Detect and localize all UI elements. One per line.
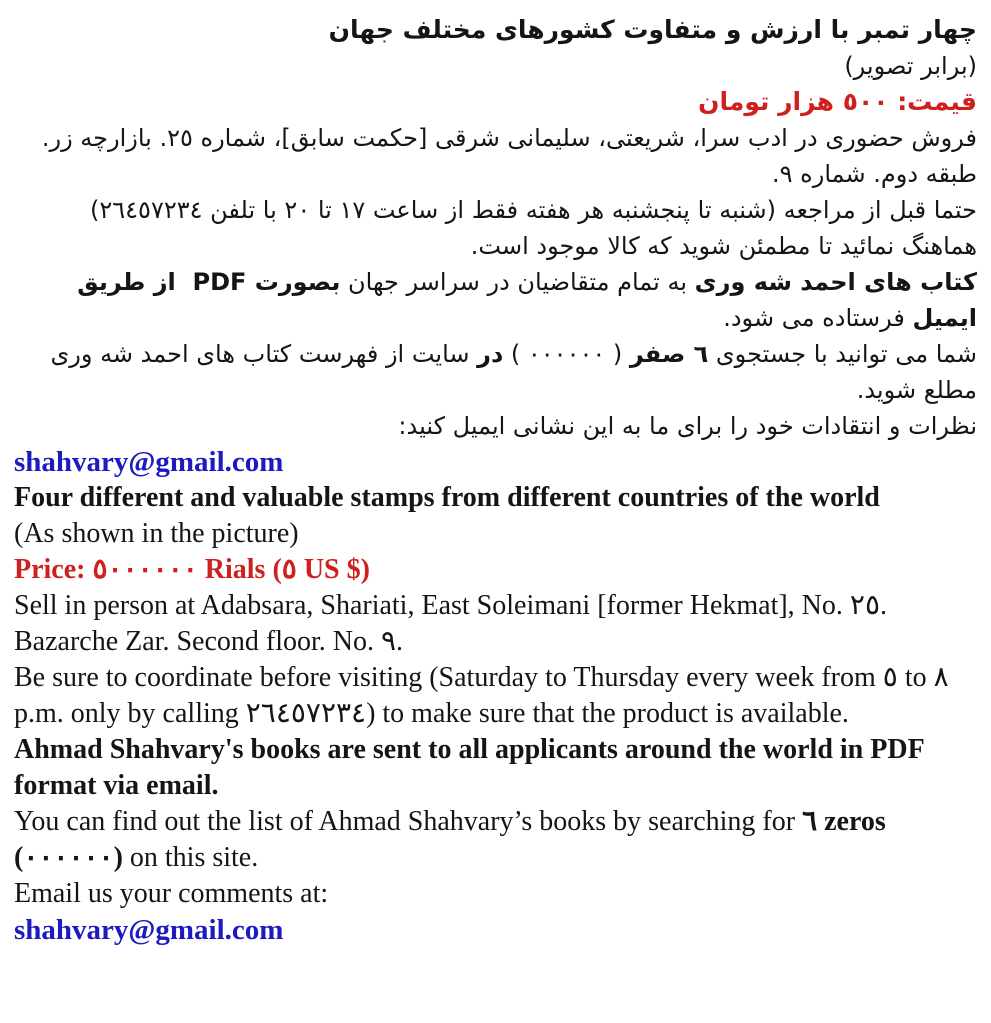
en-headline: Four different and valuable stamps from different countries of the world	[14, 482, 880, 513]
fa-visit-note: حتما قبل از مراجعه (شنبه تا پنجشنبه هر هفته فقط از ساعت ١٧ تا ٢٠ با تلفن ٢٦٤٥٧٢٣٤) هماهنگ نمائید تا مطمئن شوید که کالا موجود است.	[90, 196, 977, 260]
en-search-lead: You can find out the list of Ahmad Shahvary’s books by searching for	[14, 806, 803, 837]
fa-books-note	[14, 264, 977, 336]
email-link-top[interactable]: shahvary@gmail.com	[14, 446, 284, 478]
en-visit-note: Be sure to coordinate before visiting (Saturday to Thursday every week from ٥ to ٨ p.m. only by calling ٢٦٤٥٧٢٣٤) to make sure that the product is available.	[14, 662, 949, 729]
email-link-bottom[interactable]: shahvary@gmail.com	[14, 914, 284, 946]
fa-books-author-bold: کتاب های احمد شه وری	[694, 268, 977, 296]
fa-search-lead: شما می توانید با جستجوی	[708, 340, 977, 368]
fa-as-picture: (برابر تصویر)	[844, 52, 977, 80]
fa-books-format-bold: بصورت PDF	[192, 268, 341, 296]
fa-search-dar-bold: در	[477, 340, 504, 368]
en-search-rest: on this site.	[122, 842, 259, 873]
en-sell-note: Sell in person at Adabsara, Shariati, East Soleimani [former Hekmat], No. ٢٥. Bazarche Zar. Second floor. No. ٩.	[14, 590, 887, 657]
fa-search-rest: سایت از فهرست کتاب های احمد شه وری مطلع شوید.	[50, 340, 977, 404]
fa-title: چهار تمبر با ارزش و متفاوت کشورهای مختلف جهان	[328, 15, 977, 44]
fa-address: فروش حضوری در ادب سرا، شریعتی، سلیمانی شرقی [حکمت سابق]، شماره ٢٥. بازارچه زر. طبقه دوم. شماره ٩.	[41, 124, 977, 188]
fa-books-via-bold: از طریق ایمیل	[77, 268, 977, 332]
fa-books-sent: فرستاده می شود.	[723, 304, 913, 332]
fa-search-six-zeros-bold: ٦ صفر	[629, 340, 709, 368]
fa-books-mid: به تمام متقاضیان در سراسر جهان	[340, 268, 695, 296]
en-as-picture: (As shown in the picture)	[14, 518, 299, 549]
en-books-note: Ahmad Shahvary's books are sent to all applicants around the world in PDF format via email.	[14, 734, 924, 801]
fa-price: قیمت: ٥٠٠ هزار تومان	[698, 87, 977, 116]
en-price: Price: ٥٠٠٠٠٠٠ Rials (٥ US $)	[14, 554, 370, 585]
en-search-zeros-bold: ٦ zeros (٠٠٠٠٠٠)	[14, 806, 886, 873]
en-search-note	[14, 804, 977, 876]
fa-search-zeros-paren: ( ٠٠٠٠٠٠ )	[503, 340, 630, 368]
en-comments-note: Email us your comments at:	[14, 878, 329, 909]
fa-search-note	[14, 336, 977, 408]
fa-comments-note: نظرات و انتقادات خود را برای ما به این نشانی ایمیل کنید:	[398, 412, 977, 440]
